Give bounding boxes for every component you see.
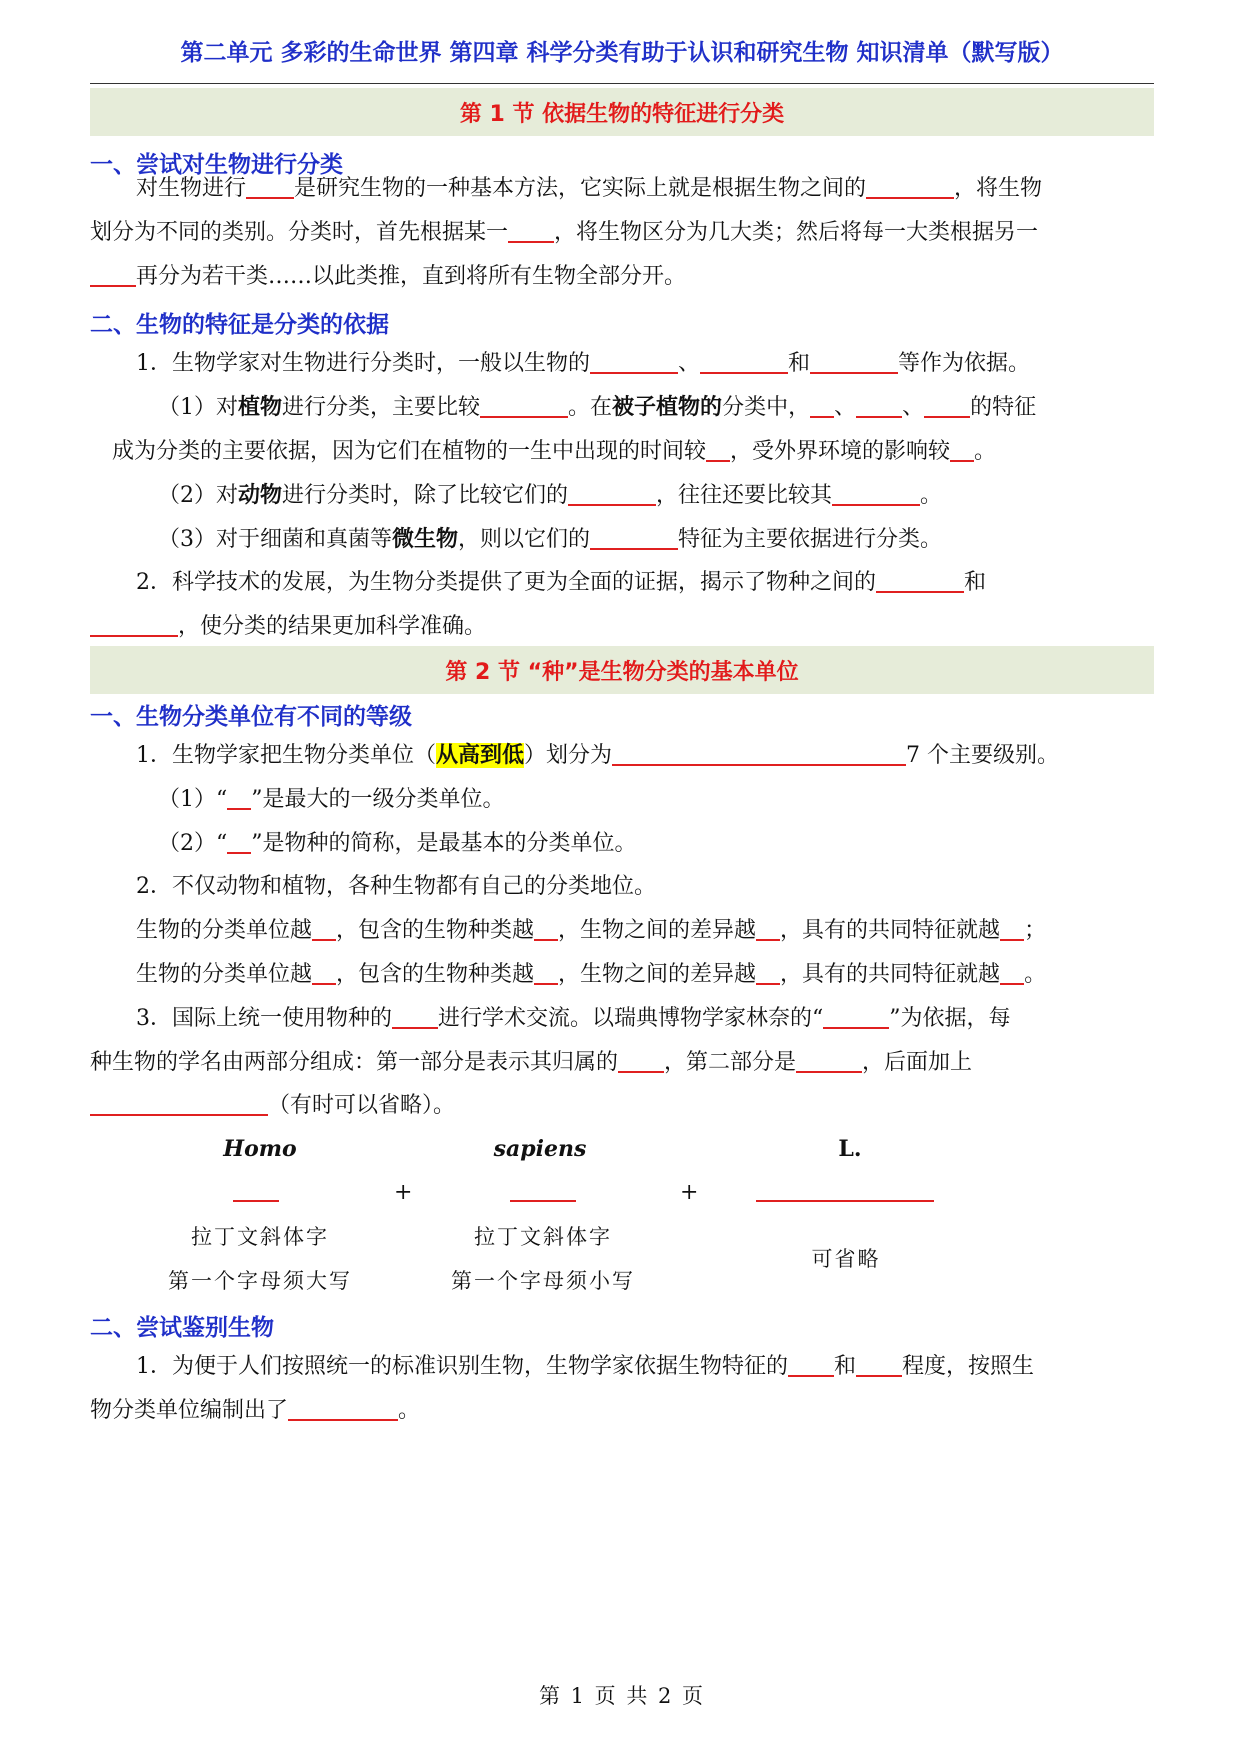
blank[interactable] — [534, 961, 558, 985]
title-divider — [90, 83, 1154, 84]
paragraph-line: 生物的分类单位越 ，包含的生物种类越 ，生物之间的差异越 ，具有的共同特征就越 ； — [136, 918, 1047, 943]
blank[interactable] — [1000, 961, 1024, 985]
blank[interactable] — [312, 917, 336, 941]
species-note: 第一个字母须小写 — [451, 1269, 635, 1293]
blank[interactable] — [246, 175, 294, 199]
genus-note: 拉丁文斜体字 — [191, 1225, 329, 1249]
blank[interactable] — [618, 1049, 664, 1073]
blank[interactable] — [392, 1005, 438, 1029]
blank[interactable] — [700, 350, 788, 374]
author-note: 可省略 — [811, 1247, 881, 1271]
blank[interactable] — [810, 394, 834, 418]
blank[interactable] — [227, 830, 251, 854]
species-note: 拉丁文斜体字 — [474, 1225, 612, 1249]
blank[interactable] — [90, 613, 178, 637]
page-footer: 第 1 页 共 2 页 — [538, 1684, 706, 1708]
blank[interactable] — [288, 1397, 398, 1421]
blank[interactable] — [810, 350, 898, 374]
paragraph-line: 2．不仅动物和植物，各种生物都有自己的分类地位。 — [136, 874, 656, 899]
blank[interactable] — [706, 438, 730, 462]
paragraph-line: （2）对动物进行分类时，除了比较它们的 ，往往还要比较其 。 — [158, 483, 943, 508]
blank[interactable] — [233, 1200, 279, 1202]
paragraph-line: 1．为便于人们按照统一的标准识别生物，生物学家依据生物特征的 和 程度，按照生 — [136, 1354, 1035, 1379]
blank[interactable] — [788, 1353, 834, 1377]
author-example: L. — [838, 1136, 862, 1162]
paragraph-line: （3）对于细菌和真菌等微生物，则以它们的 特征为主要依据进行分类。 — [158, 527, 943, 552]
blank[interactable] — [227, 786, 251, 810]
blank[interactable] — [756, 1200, 934, 1202]
paragraph-line: 对生物进行 是研究生物的一种基本方法，它实际上就是根据生物之间的 ，将生物 — [136, 176, 1043, 201]
heading-identify: 二、尝试鉴别生物 — [90, 1315, 274, 1341]
blank[interactable] — [823, 1005, 889, 1029]
highlight-high-to-low: 从高到低 — [436, 743, 525, 768]
blank[interactable] — [856, 394, 902, 418]
plus-sign: + — [680, 1180, 699, 1205]
paragraph-line: （2）“ ”是物种的简称，是最基本的分类单位。 — [158, 831, 637, 856]
blank[interactable] — [1000, 917, 1024, 941]
paragraph-line: 1．生物学家把生物分类单位（从高到低）划分为 7 个主要级别。 — [136, 743, 1060, 768]
section-1-band: 第 1 节 依据生物的特征进行分类 — [90, 88, 1154, 136]
paragraph-line: ，使分类的结果更加科学准确。 — [90, 612, 486, 642]
species-example: sapiens — [493, 1136, 587, 1162]
paragraph-line: 1．生物学家对生物进行分类时，一般以生物的 、 和 等作为依据。 — [136, 351, 1031, 376]
blank[interactable] — [924, 394, 970, 418]
blank[interactable] — [590, 526, 678, 550]
paragraph-line: 划分为不同的类别。分类时，首先根据某一 ，将生物区分为几大类；然后将每一大类根据另一 — [90, 220, 1039, 245]
paragraph-line: 3．国际上统一使用物种的 进行学术交流。以瑞典博物学家林奈的“ ”为依据，每 — [136, 1006, 1011, 1031]
blank[interactable] — [866, 175, 954, 199]
blank[interactable] — [856, 1353, 902, 1377]
blank[interactable] — [90, 1092, 268, 1116]
paragraph-line: 物分类单位编制出了 。 — [90, 1398, 421, 1423]
document-title: 第二单元 多彩的生命世界 第四章 科学分类有助于认识和研究生物 知识清单（默写版） — [180, 40, 1064, 66]
paragraph-line: （1）对植物进行分类，主要比较 。在被子植物的分类中， 、 、 的特征 — [158, 395, 1037, 420]
genus-note: 第一个字母须大写 — [168, 1269, 352, 1293]
blank[interactable] — [756, 917, 780, 941]
heading-features-basis: 二、生物的特征是分类的依据 — [90, 312, 389, 338]
blank[interactable] — [480, 394, 568, 418]
paragraph-line: （有时可以省略）。 — [90, 1091, 455, 1121]
blank[interactable] — [534, 917, 558, 941]
heading-try-classify: 一、尝试对生物进行分类 — [90, 152, 343, 178]
blank[interactable] — [90, 263, 136, 287]
blank[interactable] — [950, 438, 974, 462]
paragraph-line: 成为分类的主要依据，因为它们在植物的一生中出现的时间较 ，受外界环境的影响较 。 — [112, 439, 997, 464]
blank[interactable] — [510, 1200, 576, 1202]
blank[interactable] — [312, 961, 336, 985]
heading-levels: 一、生物分类单位有不同的等级 — [90, 704, 412, 730]
paragraph-line: 生物的分类单位越 ，包含的生物种类越 ，生物之间的差异越 ，具有的共同特征就越 。 — [136, 962, 1047, 987]
paragraph-line: （1）“ ”是最大的一级分类单位。 — [158, 787, 505, 812]
plus-sign: + — [394, 1180, 413, 1205]
blank[interactable] — [756, 961, 780, 985]
blank[interactable] — [796, 1049, 862, 1073]
paragraph-line: 再分为若干类……以此类推，直到将所有生物全部分开。 — [90, 262, 686, 292]
paragraph-line: 种生物的学名由两部分组成：第一部分是表示其归属的 ，第二部分是 ，后面加上 — [90, 1050, 973, 1075]
blank[interactable] — [832, 482, 920, 506]
blank[interactable] — [590, 350, 678, 374]
blank[interactable] — [568, 482, 656, 506]
paragraph-line: 2．科学技术的发展，为生物分类提供了更为全面的证据，揭示了物种之间的 和 — [136, 570, 987, 595]
genus-example: Homo — [223, 1136, 297, 1162]
blank[interactable] — [508, 219, 554, 243]
section-2-band: 第 2 节 “种”是生物分类的基本单位 — [90, 646, 1154, 694]
blank[interactable] — [876, 569, 964, 593]
blank[interactable] — [612, 742, 906, 766]
